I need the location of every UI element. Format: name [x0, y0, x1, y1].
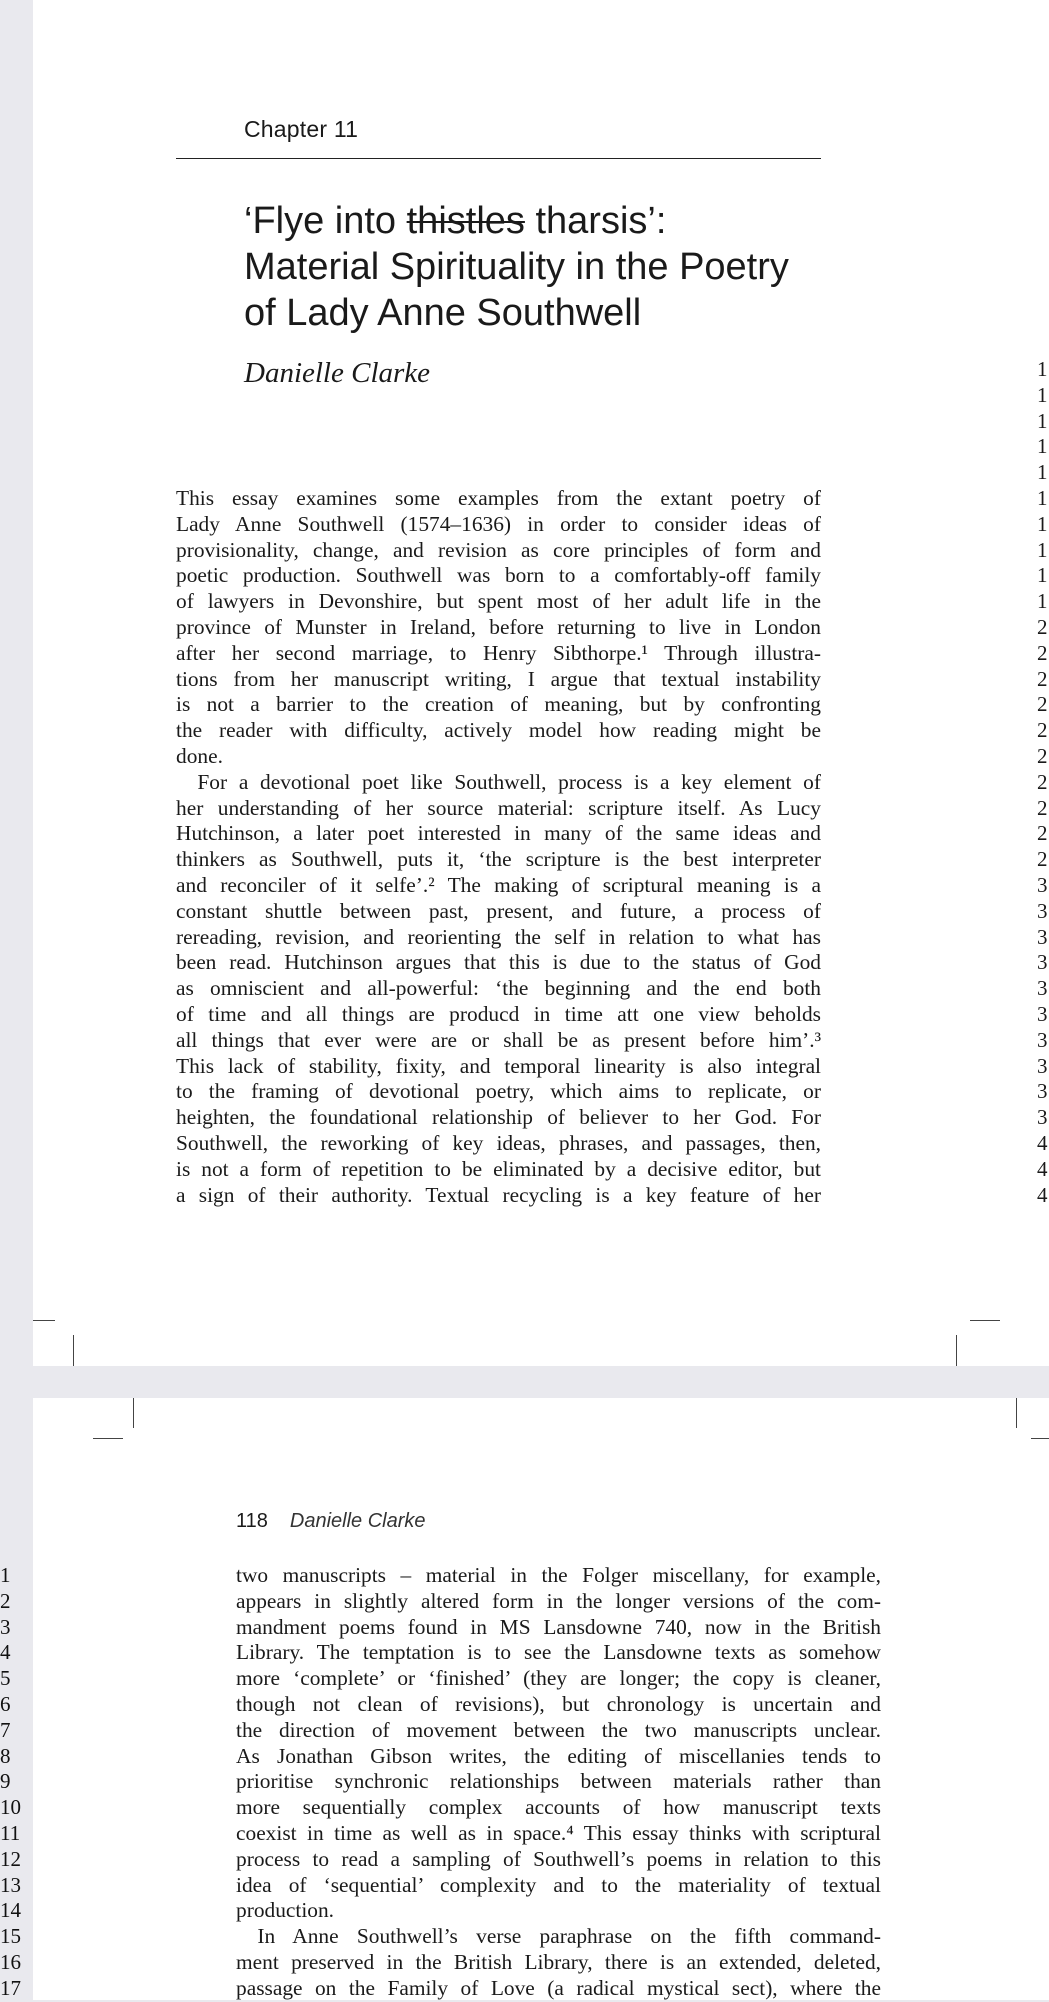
- text-line: heighten, the foundational relationship of believer to her God. For: [176, 1105, 821, 1130]
- chapter-title: [244, 198, 804, 336]
- text-line: after her second marriage, to Henry Sibthorpe.¹ Through illustra-: [176, 640, 821, 665]
- text-line: Southwell, the reworking of key ideas, phrases, and passages, then,: [176, 1130, 821, 1155]
- text-line: This essay examines some examples from the extant poetry of: [176, 486, 821, 510]
- line-number: 2: [1037, 821, 1048, 846]
- crop-mark: [1031, 1438, 1049, 1439]
- right-margin-line-numbers: [1037, 357, 1049, 1208]
- line-number: 14: [0, 1898, 21, 1923]
- text-line: coexist in time as well as in space.⁴ This essay thinks with scriptural: [236, 1820, 881, 1845]
- line-number: 13: [0, 1872, 21, 1897]
- line-number: 2: [1037, 692, 1048, 717]
- text-line: Hutchinson, a later poet interested in many of the same ideas and: [176, 821, 821, 846]
- line-number: 2: [0, 1588, 11, 1613]
- text-line: rereading, revision, and reorienting the self in relation to what has: [176, 924, 821, 949]
- line-number: 2: [1037, 614, 1048, 639]
- line-number: 3: [1037, 976, 1048, 1001]
- text-line: all things that ever were are or shall be as present before him’.³: [176, 1027, 821, 1052]
- line-number: 1: [1037, 537, 1048, 562]
- text-line: done.: [176, 743, 223, 768]
- chapter-author: Danielle Clarke: [244, 357, 431, 389]
- text-line: For a devotional poet like Southwell, process is a key element of: [176, 769, 821, 794]
- title-after: tharsis’: Material Spirituality in the Poetry of Lady Anne Southwell: [244, 200, 789, 334]
- line-number: 1: [1037, 434, 1048, 459]
- line-number: 4: [1037, 1156, 1048, 1181]
- line-number: 4: [0, 1640, 11, 1665]
- text-line: is not a form of repetition to be eliminated by a decisive editor, but: [176, 1156, 821, 1181]
- text-line: of time and all things are producd in time att one view beholds: [176, 1001, 821, 1026]
- text-line: two manuscripts – material in the Folger miscellany, for example,: [236, 1563, 881, 1587]
- text-line: thinkers as Southwell, puts it, ‘the scripture is the best interpreter: [176, 847, 821, 872]
- crop-mark: [970, 1320, 1000, 1321]
- line-number: 1: [1037, 563, 1048, 588]
- line-number: 1: [1037, 408, 1048, 433]
- title-rule: [176, 158, 821, 159]
- text-line: Library. The temptation is to see the Lansdowne texts as somehow: [236, 1640, 881, 1665]
- line-number: 5: [0, 1666, 11, 1691]
- running-head: [236, 1510, 426, 1533]
- text-line: provisionality, change, and revision as core principles of form and: [176, 537, 821, 562]
- text-line: a sign of their authority. Textual recycling is a key feature of her: [176, 1182, 821, 1207]
- crop-mark: [73, 1335, 74, 1366]
- text-line: prioritise synchronic relationships between materials rather than: [236, 1769, 881, 1794]
- text-line: constant shuttle between past, present, and future, a process of: [176, 898, 821, 923]
- line-number: 3: [1037, 872, 1048, 897]
- text-line: tions from her manuscript writing, I argue that textual instability: [176, 666, 821, 691]
- text-line: the direction of movement between the two manuscripts unclear.: [236, 1717, 881, 1742]
- crop-mark: [1016, 1398, 1017, 1428]
- left-margin-line-numbers: [0, 1563, 30, 2002]
- line-number: 2: [1037, 718, 1048, 743]
- text-line: As Jonathan Gibson writes, the editing of miscellanies tends to: [236, 1743, 881, 1768]
- line-number: 2: [1037, 640, 1048, 665]
- text-line: province of Munster in Ireland, before returning to live in London: [176, 614, 821, 639]
- crop-mark: [956, 1335, 957, 1366]
- line-number: 1: [1037, 589, 1048, 614]
- line-number: 1: [0, 1563, 11, 1587]
- line-number: 11: [0, 1820, 21, 1845]
- text-line: In Anne Southwell’s verse paraphrase on the fifth command-: [236, 1924, 881, 1949]
- text-line: of lawyers in Devonshire, but spent most of her adult life in the: [176, 589, 821, 614]
- text-line: mandment poems found in MS Lansdowne 740, now in the British: [236, 1614, 881, 1639]
- text-line: is not a barrier to the creation of meaning, but by confronting: [176, 692, 821, 717]
- chapter-label: Chapter 11: [244, 116, 359, 142]
- line-number: 3: [1037, 924, 1048, 949]
- line-number: 4: [1037, 1182, 1048, 1207]
- text-line: though not clean of revisions), but chronology is uncertain and: [236, 1691, 881, 1716]
- line-number: 12: [0, 1846, 21, 1871]
- text-line: poetic production. Southwell was born to a comfortably-off family: [176, 563, 821, 588]
- crop-mark: [93, 1438, 123, 1439]
- text-line: idea of ‘sequential’ complexity and to the materiality of textual: [236, 1872, 881, 1897]
- text-line: This lack of stability, fixity, and temporal linearity is also integral: [176, 1053, 821, 1078]
- line-number: 9: [0, 1769, 11, 1794]
- line-number: 8: [0, 1743, 11, 1768]
- text-line: as omniscient and all-powerful: ‘the beginning and the end both: [176, 976, 821, 1001]
- line-number: 17: [0, 1975, 21, 2000]
- line-number: 3: [1037, 1027, 1048, 1052]
- line-number: 16: [0, 1949, 21, 1974]
- line-number: 7: [0, 1717, 11, 1742]
- text-line: been read. Hutchinson argues that this is due to the status of God: [176, 950, 821, 975]
- line-number: 6: [0, 1691, 11, 1716]
- text-line: the reader with difficulty, actively model how reading might be: [176, 718, 821, 743]
- page2-body-text: [236, 1563, 881, 2002]
- line-number: 2: [1037, 795, 1048, 820]
- line-number: 1: [1037, 511, 1048, 536]
- line-number: 10: [0, 1795, 21, 1820]
- crop-mark: [133, 1398, 134, 1428]
- document-page-1: [33, 0, 1049, 1366]
- page1-body-text: [176, 486, 821, 1208]
- page-number: 118: [236, 1510, 268, 1532]
- line-number: 3: [1037, 1001, 1048, 1026]
- line-number: 1: [1037, 485, 1048, 510]
- line-number: 3: [0, 1614, 11, 1639]
- text-line: appears in slightly altered form in the longer versions of the com-: [236, 1588, 881, 1613]
- line-number: 2: [1037, 743, 1048, 768]
- line-number: 3: [1037, 1105, 1048, 1130]
- line-number: 1: [1037, 382, 1048, 407]
- text-line: and reconciler of it selfe’.² The making of scriptural meaning is a: [176, 872, 821, 897]
- text-line: to the framing of devotional poetry, which aims to replicate, or: [176, 1079, 821, 1104]
- title-before: ‘Flye into: [244, 200, 407, 242]
- text-line: Lady Anne Southwell (1574–1636) in order to consider ideas of: [176, 511, 821, 536]
- line-number: 15: [0, 1924, 21, 1949]
- text-line: ment preserved in the British Library, there is an extended, deleted,: [236, 1949, 881, 1974]
- line-number: 3: [1037, 950, 1048, 975]
- line-number: 2: [1037, 666, 1048, 691]
- text-line: production.: [236, 1898, 335, 1923]
- crop-mark: [33, 1320, 55, 1321]
- text-line: process to read a sampling of Southwell’s poems in relation to this: [236, 1846, 881, 1871]
- text-line: more ‘complete’ or ‘finished’ (they are longer; the copy is cleaner,: [236, 1666, 881, 1691]
- line-number: 1: [1037, 460, 1048, 485]
- line-number: 3: [1037, 1079, 1048, 1104]
- line-number: 1: [1037, 357, 1048, 381]
- text-line: her understanding of her source material: scripture itself. As Lucy: [176, 795, 821, 820]
- line-number: 3: [1037, 898, 1048, 923]
- line-number: 3: [1037, 1053, 1048, 1078]
- title-strikethrough: thistles: [406, 200, 525, 242]
- running-head-author: Danielle Clarke: [289, 1510, 426, 1532]
- line-number: 2: [1037, 769, 1048, 794]
- line-number: 2: [1037, 847, 1048, 872]
- text-line: more sequentially complex accounts of how manuscript texts: [236, 1795, 881, 1820]
- line-number: 4: [1037, 1130, 1048, 1155]
- text-line: passage on the Family of Love (a radical mystical sect), where the: [236, 1975, 881, 2000]
